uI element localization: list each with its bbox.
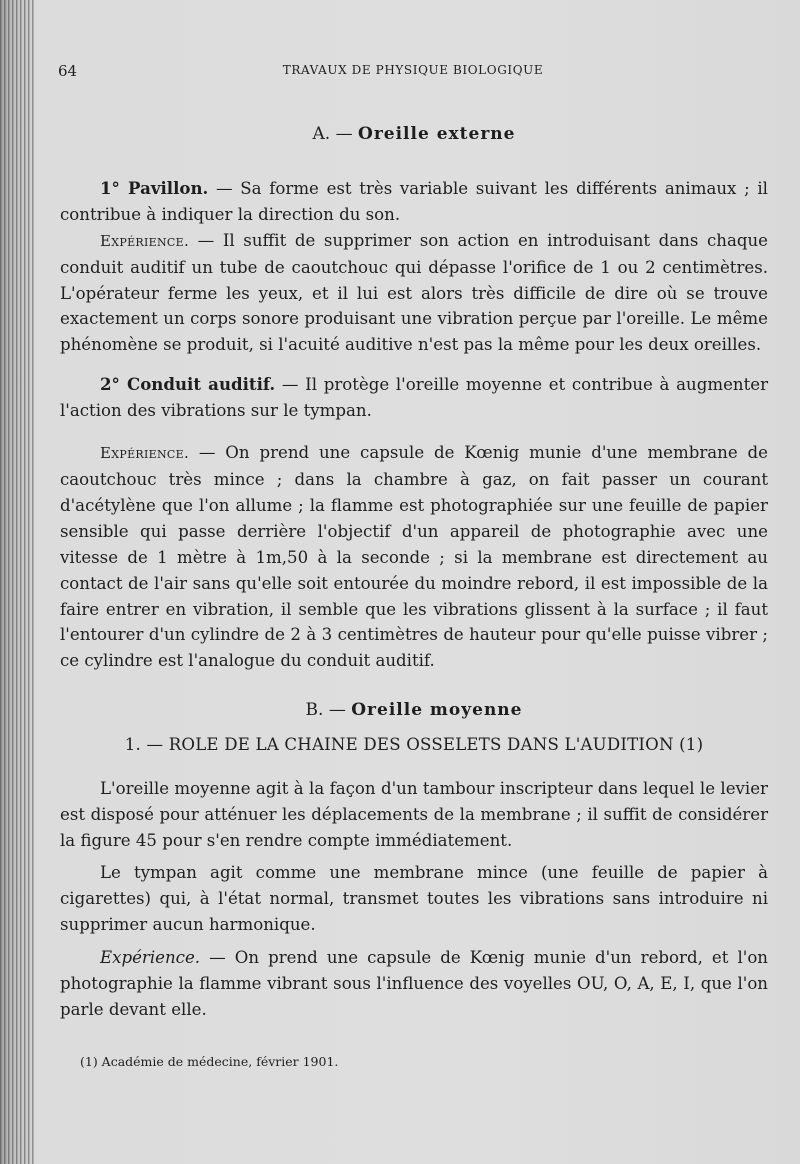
pavillon-run-in: 1° Pavillon. [100, 177, 209, 198]
section-a-title: Oreille externe [358, 124, 516, 144]
section-heading-a [60, 122, 768, 148]
page-number: 64 [58, 62, 78, 80]
section-a-prefix: A. — [312, 124, 359, 144]
experience-2-label: Expérience. [100, 444, 190, 463]
running-title: TRAVAUX DE PHYSIQUE BIOLOGIQUE [282, 63, 544, 77]
section-b-title: Oreille moyenne [351, 700, 523, 721]
footnote: (1) Académie de médecine, février 1901. [80, 1054, 339, 1069]
section-heading-b [60, 698, 768, 724]
experience-2-text: — On prend une capsule de Kœnig munie d'une membrane de caoutchouc très mince ; dans la chambre à gaz, on fait passer un courant d'acétylène que l'on allume ; la flamme est photographiée sur une feuille de papier sensible qui passe derrière l'objectif d'un appareil de photographie avec une vitesse de 1 mètre à 1m,50 à la seconde ; si la membrane est directement au contact de l'air sans qu'elle soit entourée du moindre rebord, il est impossible de la faire entrer en vibration, il semble que les vibrations glissent à la surface ; il faut l'entourer d'un cylindre de 2 à 3 centimètres de hauteur pour qu'elle puisse vibrer ; ce cylindre est l'analogue du conduit auditif. [60, 443, 768, 671]
page-stack-edge [0, 0, 34, 1164]
experience-1-label: Expérience. [100, 231, 190, 250]
conduit-run-in: 2° Conduit auditif. [100, 374, 276, 395]
experience-1-text: — Il suffit de supprimer son action en introduisant dans chaque conduit auditif un tube de caoutchouc qui dépasse l'orifice de 1 ou 2 centimètres. L'opérateur ferme les yeux, et il lui est alors très difficile de dire où se trouve exactement un corps sonore produisant une vibration perçue par l'oreille. Le même phénomène se produit, si l'acuité auditive n'est pas la même pour les deux oreilles. [60, 230, 768, 355]
paragraph-experience-2 [60, 440, 768, 674]
paragraph-tympan: Le tympan agit comme une membrane mince (une feuille de papier à cigarettes) qui, à l'état normal, transmet toutes les vibrations sans introduire ni supprimer aucun harmonique. [60, 862, 768, 934]
page-body [60, 122, 768, 1023]
experience-3-label: Expérience. [100, 948, 201, 968]
experience-3-text: — On prend une capsule de Kœnig munie d'un rebord, et l'on photographie la flamme vibrant sous l'influence des voyelles OU, O, A, E, I, que l'on parle devant elle. [60, 948, 768, 1020]
conduit-text: — Il protège l'oreille moyenne et contribue à augmenter l'action des vibrations sur le tympan. [60, 375, 768, 421]
paragraph-experience-3 [60, 945, 768, 1023]
paragraph-pavillon [60, 176, 768, 228]
page-header [58, 62, 768, 84]
subsection-heading: 1. — ROLE DE LA CHAINE DES OSSELETS DANS L'AUDITION (1) [124, 735, 704, 755]
paragraph-experience-1 [60, 228, 768, 359]
paragraph-conduit [60, 372, 768, 424]
section-b-prefix: B. — [305, 700, 352, 721]
pavillon-text: — Sa forme est très variable suivant les différents animaux ; il contribue à indiquer la direction du son. [60, 178, 768, 224]
paragraph-tambour: L'oreille moyenne agit à la façon d'un tambour inscripteur dans lequel le levier est disposé pour atténuer les déplacements de la membrane ; il suffit de considérer la figure 45 pour s'en rendre compte immédiatement. [60, 779, 768, 850]
